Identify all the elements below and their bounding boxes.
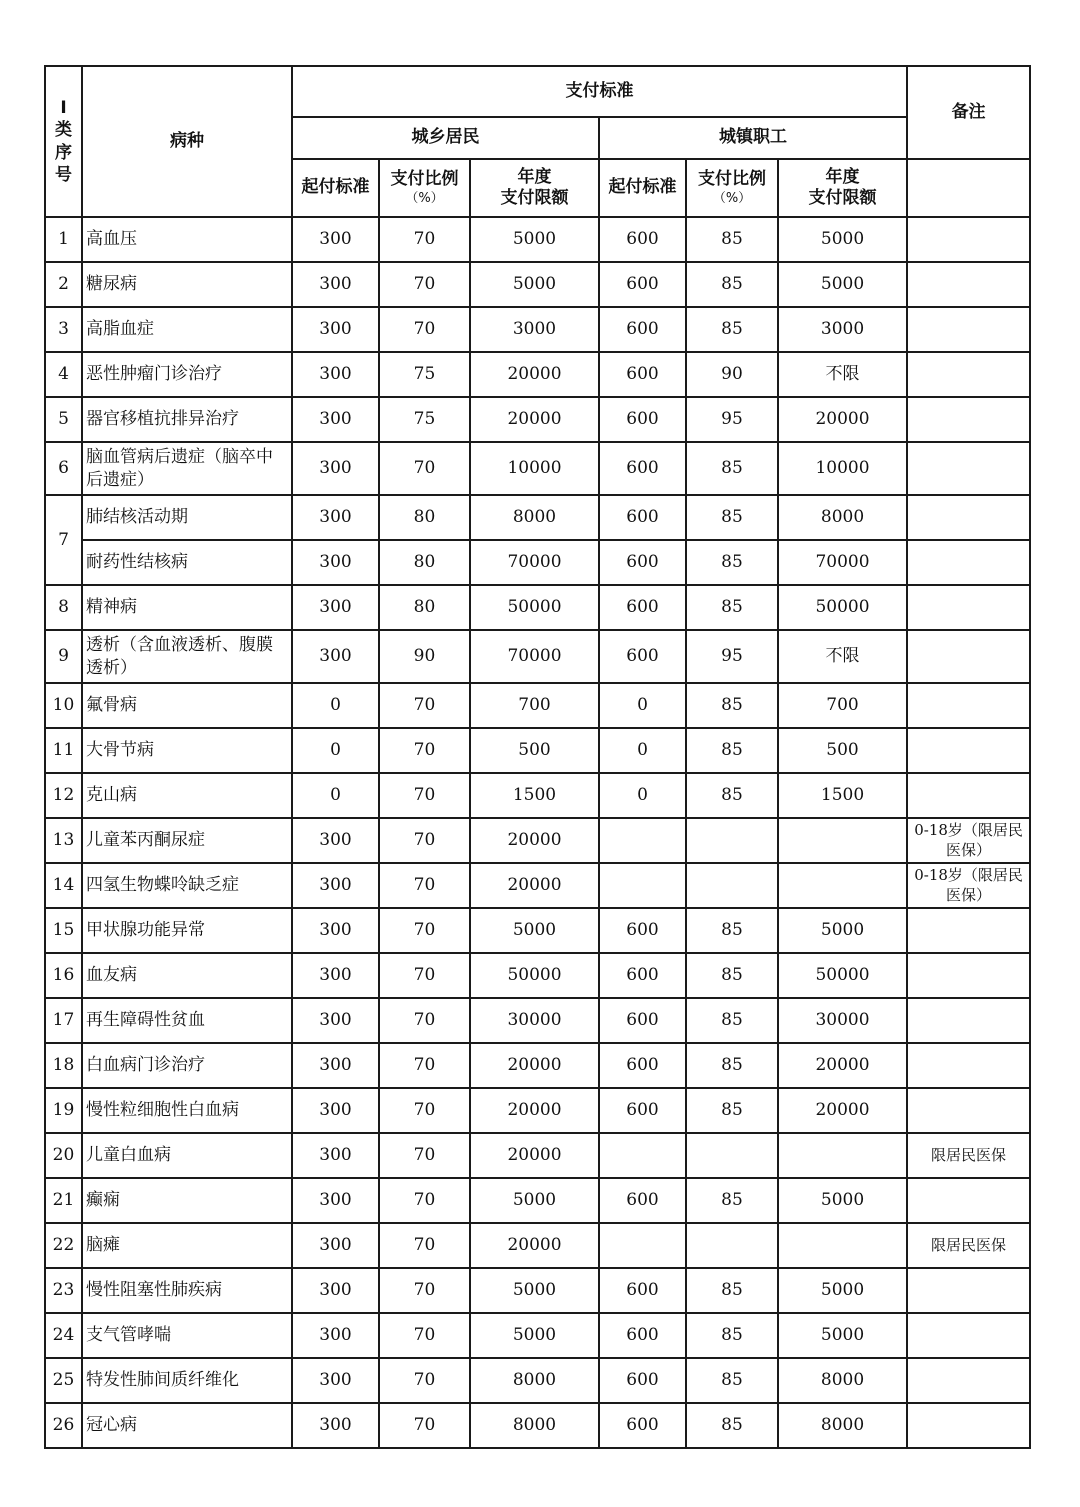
cell-r-ratio: 70	[379, 1043, 470, 1088]
cell-e-ratio	[686, 863, 778, 908]
remark-cell	[907, 630, 1030, 683]
header-urban-employees: 城镇职工	[599, 117, 907, 159]
header-residents-start-line: 起付标准	[292, 159, 379, 217]
header-payment-standard: 支付标准	[292, 66, 907, 117]
cell-e-ratio: 95	[686, 397, 778, 442]
disease-name: 白血病门诊治疗	[82, 1043, 292, 1088]
row-number: 9	[45, 630, 82, 683]
cell-e-start	[599, 1223, 686, 1268]
cell-r-limit: 5000	[470, 262, 599, 307]
cell-e-limit: 不限	[778, 352, 907, 397]
disease-name: 脑血管病后遗症（脑卒中后遗症）	[82, 442, 292, 495]
disease-name: 器官移植抗排异治疗	[82, 397, 292, 442]
disease-name: 糖尿病	[82, 262, 292, 307]
table-row	[45, 683, 1030, 728]
cell-r-ratio: 70	[379, 1358, 470, 1403]
cell-e-limit: 20000	[778, 1088, 907, 1133]
cell-r-start: 300	[292, 495, 379, 540]
cell-r-ratio: 70	[379, 818, 470, 863]
cell-e-limit: 70000	[778, 540, 907, 585]
cell-r-limit: 20000	[470, 397, 599, 442]
cell-e-limit: 30000	[778, 998, 907, 1043]
cell-r-ratio: 70	[379, 1178, 470, 1223]
header-residents-annual-limit	[470, 159, 599, 217]
remark-cell: 限居民医保	[907, 1133, 1030, 1178]
cell-e-ratio: 85	[686, 442, 778, 495]
remark-cell	[907, 908, 1030, 953]
disease-name: 儿童白血病	[82, 1133, 292, 1178]
cell-r-start: 300	[292, 1313, 379, 1358]
header-remark: 备注	[907, 66, 1030, 159]
cell-e-ratio: 85	[686, 728, 778, 773]
cell-e-start	[599, 818, 686, 863]
cell-e-limit: 5000	[778, 1268, 907, 1313]
cell-r-start: 300	[292, 630, 379, 683]
table-row	[45, 1313, 1030, 1358]
cell-r-ratio: 70	[379, 953, 470, 998]
cell-e-start: 0	[599, 773, 686, 818]
table-row	[45, 585, 1030, 630]
row-number: 22	[45, 1223, 82, 1268]
disease-name: 四氢生物蝶呤缺乏症	[82, 863, 292, 908]
remark-cell	[907, 397, 1030, 442]
cell-e-start: 600	[599, 585, 686, 630]
cell-r-ratio: 70	[379, 1133, 470, 1178]
remark-cell	[907, 998, 1030, 1043]
row-number: 12	[45, 773, 82, 818]
disease-name: 特发性肺间质纤维化	[82, 1358, 292, 1403]
cell-e-start: 600	[599, 1268, 686, 1313]
table-row	[45, 908, 1030, 953]
cell-r-ratio: 80	[379, 585, 470, 630]
cell-e-limit: 不限	[778, 630, 907, 683]
remark-cell	[907, 683, 1030, 728]
row-number: 24	[45, 1313, 82, 1358]
table-row	[45, 442, 1030, 495]
disease-name: 克山病	[82, 773, 292, 818]
cell-r-start: 300	[292, 953, 379, 998]
remark-cell	[907, 352, 1030, 397]
disease-name: 耐药性结核病	[82, 540, 292, 585]
cell-r-start: 300	[292, 1178, 379, 1223]
annual-limit-line2: 支付限额	[500, 188, 569, 208]
table-row	[45, 728, 1030, 773]
row-number: 1	[45, 217, 82, 262]
cell-r-start: 300	[292, 1133, 379, 1178]
cell-r-limit: 700	[470, 683, 599, 728]
cell-e-ratio: 90	[686, 352, 778, 397]
cell-r-ratio: 70	[379, 442, 470, 495]
cell-r-limit: 500	[470, 728, 599, 773]
payment-standard-table	[44, 65, 1031, 1449]
pay-ratio-unit: （%）	[405, 190, 444, 206]
header-employees-pay-ratio	[686, 159, 778, 217]
cell-e-start: 600	[599, 540, 686, 585]
cell-r-ratio: 70	[379, 1403, 470, 1448]
cell-e-ratio: 85	[686, 1178, 778, 1223]
cell-r-limit: 5000	[470, 908, 599, 953]
cell-r-ratio: 70	[379, 908, 470, 953]
disease-name: 高脂血症	[82, 307, 292, 352]
cell-e-limit	[778, 863, 907, 908]
cell-r-limit: 20000	[470, 1223, 599, 1268]
cell-e-start: 600	[599, 217, 686, 262]
cell-r-limit: 20000	[470, 1088, 599, 1133]
cell-r-ratio: 70	[379, 773, 470, 818]
table-row	[45, 1268, 1030, 1313]
disease-name: 大骨节病	[82, 728, 292, 773]
cell-r-limit: 1500	[470, 773, 599, 818]
cell-e-ratio: 85	[686, 585, 778, 630]
row-number: 2	[45, 262, 82, 307]
row-number: 18	[45, 1043, 82, 1088]
header-employees-annual-limit	[778, 159, 907, 217]
cell-e-ratio: 85	[686, 1268, 778, 1313]
cell-r-limit: 3000	[470, 307, 599, 352]
cell-r-ratio: 75	[379, 397, 470, 442]
cell-e-ratio: 85	[686, 1313, 778, 1358]
row-number: 13	[45, 818, 82, 863]
disease-name: 慢性粒细胞性白血病	[82, 1088, 292, 1133]
disease-name: 透析（含血液透析、腹膜透析）	[82, 630, 292, 683]
cell-r-ratio: 70	[379, 307, 470, 352]
row-number: 21	[45, 1178, 82, 1223]
cell-r-start: 300	[292, 397, 379, 442]
table-body	[45, 217, 1030, 1448]
cell-r-limit: 8000	[470, 495, 599, 540]
cell-r-start: 300	[292, 540, 379, 585]
row-number: 26	[45, 1403, 82, 1448]
table-row	[45, 1403, 1030, 1448]
remark-cell	[907, 540, 1030, 585]
disease-name: 支气管哮喘	[82, 1313, 292, 1358]
cell-e-start: 600	[599, 1313, 686, 1358]
table-row	[45, 397, 1030, 442]
cell-r-start: 0	[292, 683, 379, 728]
cell-e-ratio: 85	[686, 540, 778, 585]
disease-name: 氟骨病	[82, 683, 292, 728]
disease-name: 精神病	[82, 585, 292, 630]
remark-cell	[907, 442, 1030, 495]
cell-r-start: 0	[292, 773, 379, 818]
remark-cell	[907, 307, 1030, 352]
cell-e-limit: 5000	[778, 217, 907, 262]
cell-r-limit: 8000	[470, 1358, 599, 1403]
disease-name: 冠心病	[82, 1403, 292, 1448]
table-row	[45, 953, 1030, 998]
cell-e-ratio	[686, 818, 778, 863]
remark-cell: 0-18岁（限居民医保）	[907, 863, 1030, 908]
cell-e-limit	[778, 818, 907, 863]
cell-r-limit: 5000	[470, 1268, 599, 1313]
cell-e-limit: 5000	[778, 1313, 907, 1358]
cell-r-limit: 70000	[470, 630, 599, 683]
annual-limit-line1: 年度	[825, 166, 860, 187]
cell-r-limit: 20000	[470, 818, 599, 863]
table-row	[45, 818, 1030, 863]
cell-e-ratio: 85	[686, 908, 778, 953]
header-disease: 病种	[82, 66, 292, 217]
row-number: 20	[45, 1133, 82, 1178]
cell-e-ratio: 85	[686, 1358, 778, 1403]
table-row	[45, 540, 1030, 585]
cell-r-start: 300	[292, 262, 379, 307]
cell-r-ratio: 70	[379, 1088, 470, 1133]
cell-r-start: 300	[292, 1268, 379, 1313]
header-employees-start-line: 起付标准	[599, 159, 686, 217]
cell-r-ratio: 70	[379, 1268, 470, 1313]
cell-r-limit: 20000	[470, 1043, 599, 1088]
cell-e-ratio: 85	[686, 1088, 778, 1133]
cell-r-start: 300	[292, 307, 379, 352]
cell-e-limit: 50000	[778, 953, 907, 998]
cell-e-limit: 5000	[778, 1178, 907, 1223]
cell-e-start: 600	[599, 1358, 686, 1403]
header-residents-pay-ratio	[379, 159, 470, 217]
cell-e-limit	[778, 1223, 907, 1268]
cell-e-start: 600	[599, 1178, 686, 1223]
pay-ratio-label: 支付比例	[698, 169, 766, 190]
disease-name: 再生障碍性贫血	[82, 998, 292, 1043]
cell-e-limit: 8000	[778, 1358, 907, 1403]
cell-e-ratio: 85	[686, 953, 778, 998]
cell-r-start: 300	[292, 1358, 379, 1403]
table-row	[45, 773, 1030, 818]
cell-e-limit: 3000	[778, 307, 907, 352]
cell-e-ratio: 85	[686, 217, 778, 262]
row-number: 17	[45, 998, 82, 1043]
cell-e-start: 600	[599, 953, 686, 998]
cell-e-start: 0	[599, 683, 686, 728]
row-number: 7	[45, 495, 82, 585]
disease-name: 儿童苯丙酮尿症	[82, 818, 292, 863]
table-row	[45, 1178, 1030, 1223]
cell-e-start: 600	[599, 1403, 686, 1448]
cell-e-limit: 20000	[778, 1043, 907, 1088]
row-number: 6	[45, 442, 82, 495]
table-row	[45, 262, 1030, 307]
cell-e-ratio: 85	[686, 1403, 778, 1448]
table-row	[45, 1133, 1030, 1178]
cell-e-limit: 20000	[778, 397, 907, 442]
remark-cell: 0-18岁（限居民医保）	[907, 818, 1030, 863]
remark-cell	[907, 1313, 1030, 1358]
cell-e-start: 600	[599, 262, 686, 307]
cell-r-start: 300	[292, 1088, 379, 1133]
cell-e-limit: 500	[778, 728, 907, 773]
cell-e-start: 600	[599, 630, 686, 683]
cell-r-ratio: 80	[379, 540, 470, 585]
disease-name: 恶性肿瘤门诊治疗	[82, 352, 292, 397]
remark-cell	[907, 1088, 1030, 1133]
cell-r-start: 300	[292, 998, 379, 1043]
disease-name: 脑瘫	[82, 1223, 292, 1268]
remark-cell	[907, 1358, 1030, 1403]
cell-r-ratio: 70	[379, 1313, 470, 1358]
remark-cell	[907, 1403, 1030, 1448]
cell-e-ratio: 95	[686, 630, 778, 683]
cell-r-start: 300	[292, 1043, 379, 1088]
cell-r-limit: 50000	[470, 953, 599, 998]
header-urban-rural-residents: 城乡居民	[292, 117, 599, 159]
remark-cell: 限居民医保	[907, 1223, 1030, 1268]
cell-e-ratio: 85	[686, 495, 778, 540]
cell-r-ratio: 70	[379, 728, 470, 773]
row-number: 23	[45, 1268, 82, 1313]
cell-e-limit: 5000	[778, 262, 907, 307]
cell-r-ratio: 70	[379, 217, 470, 262]
row-number: 10	[45, 683, 82, 728]
table-row	[45, 495, 1030, 540]
header-category-number: Ⅰ类序号	[45, 66, 82, 217]
cell-r-start: 300	[292, 818, 379, 863]
cell-r-start: 300	[292, 217, 379, 262]
remark-cell	[907, 953, 1030, 998]
cell-e-limit	[778, 1133, 907, 1178]
cell-r-start: 300	[292, 1223, 379, 1268]
header-remark-blank	[907, 159, 1030, 217]
remark-cell	[907, 728, 1030, 773]
cell-r-ratio: 70	[379, 998, 470, 1043]
cell-r-ratio: 70	[379, 1223, 470, 1268]
cell-e-limit: 8000	[778, 1403, 907, 1448]
table-row	[45, 352, 1030, 397]
cell-r-ratio: 80	[379, 495, 470, 540]
cell-e-start: 600	[599, 307, 686, 352]
remark-cell	[907, 1178, 1030, 1223]
cell-r-limit: 5000	[470, 1313, 599, 1358]
cell-r-limit: 50000	[470, 585, 599, 630]
disease-name: 癫痫	[82, 1178, 292, 1223]
cell-r-start: 300	[292, 908, 379, 953]
cell-e-limit: 50000	[778, 585, 907, 630]
cell-r-limit: 30000	[470, 998, 599, 1043]
remark-cell	[907, 262, 1030, 307]
table-row	[45, 1088, 1030, 1133]
cell-r-start: 300	[292, 352, 379, 397]
row-number: 15	[45, 908, 82, 953]
cell-e-start	[599, 1133, 686, 1178]
cell-r-limit: 5000	[470, 1178, 599, 1223]
table-row	[45, 1223, 1030, 1268]
cell-e-ratio: 85	[686, 683, 778, 728]
cell-e-ratio: 85	[686, 773, 778, 818]
cell-e-limit: 700	[778, 683, 907, 728]
cell-r-limit: 20000	[470, 1133, 599, 1178]
cell-r-start: 300	[292, 1403, 379, 1448]
cell-r-limit: 5000	[470, 217, 599, 262]
disease-name: 高血压	[82, 217, 292, 262]
cell-r-ratio: 75	[379, 352, 470, 397]
cell-e-start: 600	[599, 908, 686, 953]
cell-r-ratio: 70	[379, 683, 470, 728]
cell-r-limit: 70000	[470, 540, 599, 585]
table-row	[45, 1043, 1030, 1088]
cell-e-ratio	[686, 1223, 778, 1268]
annual-limit-line1: 年度	[517, 166, 552, 187]
cell-r-limit: 20000	[470, 863, 599, 908]
cell-r-limit: 10000	[470, 442, 599, 495]
row-number: 4	[45, 352, 82, 397]
cell-r-start: 300	[292, 442, 379, 495]
table-row	[45, 307, 1030, 352]
cell-e-limit: 8000	[778, 495, 907, 540]
remark-cell	[907, 1268, 1030, 1313]
cell-r-ratio: 70	[379, 863, 470, 908]
table-row	[45, 863, 1030, 908]
row-number: 8	[45, 585, 82, 630]
disease-name: 血友病	[82, 953, 292, 998]
row-number: 3	[45, 307, 82, 352]
disease-name: 肺结核活动期	[82, 495, 292, 540]
cell-e-start: 600	[599, 998, 686, 1043]
pay-ratio-unit: （%）	[712, 190, 752, 206]
cell-r-start: 300	[292, 863, 379, 908]
cell-e-limit: 10000	[778, 442, 907, 495]
annual-limit-line2: 支付限额	[808, 188, 877, 208]
disease-name: 慢性阻塞性肺疾病	[82, 1268, 292, 1313]
cell-r-limit: 8000	[470, 1403, 599, 1448]
cell-e-start: 0	[599, 728, 686, 773]
cell-e-start: 600	[599, 1043, 686, 1088]
remark-cell	[907, 1043, 1030, 1088]
table-row	[45, 217, 1030, 262]
cell-e-start: 600	[599, 397, 686, 442]
row-number: 14	[45, 863, 82, 908]
cell-e-limit: 1500	[778, 773, 907, 818]
table-row	[45, 998, 1030, 1043]
cell-e-start: 600	[599, 495, 686, 540]
cell-e-ratio: 85	[686, 307, 778, 352]
disease-name: 甲状腺功能异常	[82, 908, 292, 953]
cell-e-start	[599, 863, 686, 908]
row-number: 25	[45, 1358, 82, 1403]
row-number: 19	[45, 1088, 82, 1133]
cell-r-ratio: 90	[379, 630, 470, 683]
remark-cell	[907, 773, 1030, 818]
cell-r-ratio: 70	[379, 262, 470, 307]
cell-e-start: 600	[599, 1088, 686, 1133]
cell-e-start: 600	[599, 352, 686, 397]
cell-r-start: 0	[292, 728, 379, 773]
cell-e-start: 600	[599, 442, 686, 495]
remark-cell	[907, 585, 1030, 630]
cell-e-ratio: 85	[686, 262, 778, 307]
cell-e-ratio: 85	[686, 998, 778, 1043]
row-number: 11	[45, 728, 82, 773]
cell-e-ratio: 85	[686, 1043, 778, 1088]
cell-e-limit: 5000	[778, 908, 907, 953]
row-number: 5	[45, 397, 82, 442]
row-number: 16	[45, 953, 82, 998]
cell-e-ratio	[686, 1133, 778, 1178]
table-row	[45, 1358, 1030, 1403]
pay-ratio-label: 支付比例	[390, 169, 459, 190]
cell-r-start: 300	[292, 585, 379, 630]
remark-cell	[907, 495, 1030, 540]
remark-cell	[907, 217, 1030, 262]
cell-r-limit: 20000	[470, 352, 599, 397]
table-row	[45, 630, 1030, 683]
